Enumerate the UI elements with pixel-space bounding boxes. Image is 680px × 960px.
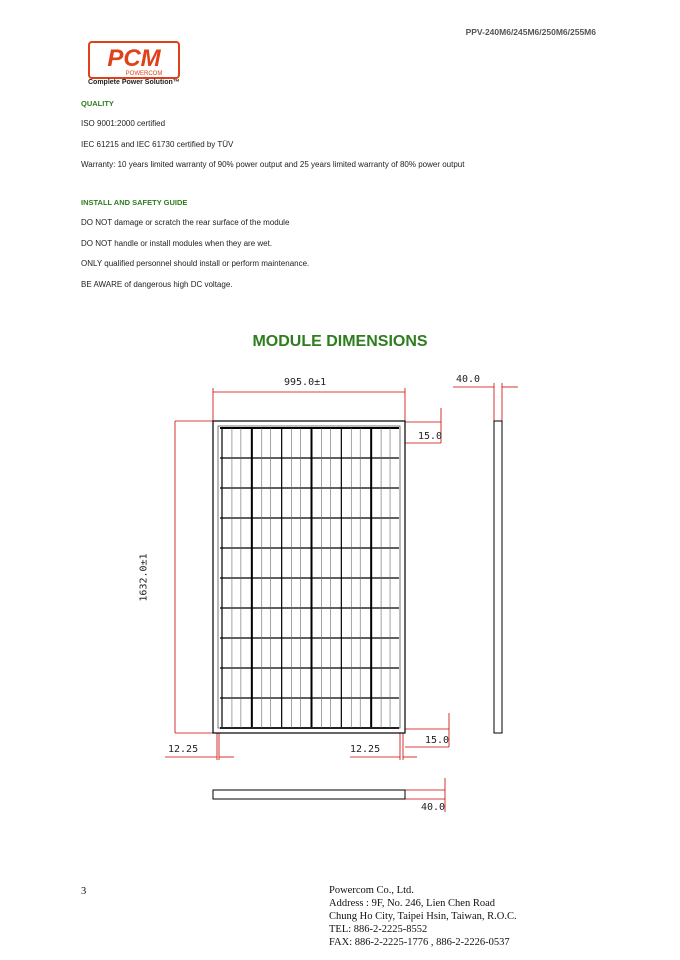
- svg-text:PCM: PCM: [107, 45, 161, 72]
- telephone: TEL: 886-2-2225-8552: [329, 924, 428, 935]
- quality-line: Warranty: 10 years limited warranty of 90% power output and 25 years limited warranty of 80% power output: [81, 160, 465, 169]
- frame-top-dimension: 15.0: [418, 431, 443, 442]
- safety-line: ONLY qualified personnel should install or perform maintenance.: [81, 259, 310, 268]
- company-name: Powercom Co., Ltd.: [329, 885, 414, 896]
- quality-line: ISO 9001:2000 certified: [81, 119, 166, 128]
- safety-line: BE AWARE of dangerous high DC voltage.: [81, 280, 233, 289]
- depth-side-dimension: 40.0: [456, 374, 481, 385]
- frame-bottom-dimension: 15.0: [425, 735, 450, 746]
- company-info: [329, 884, 517, 949]
- logo-tagline: Complete Power Solution™: [88, 79, 180, 86]
- safety-line: DO NOT damage or scratch the rear surface of the module: [81, 218, 290, 227]
- quality-heading: QUALITY: [81, 99, 114, 108]
- address-line: Chung Ho City, Taipei Hsin, Taiwan, R.O.C.: [329, 911, 517, 922]
- width-dimension: 995.0±1: [284, 377, 327, 388]
- diagram-title: MODULE DIMENSIONS: [252, 333, 428, 350]
- quality-line: IEC 61215 and IEC 61730 certified by TÜV: [81, 140, 234, 149]
- margin-left-dimension: 12.25: [168, 744, 199, 755]
- svg-text:POWERCOM: POWERCOM: [125, 71, 163, 77]
- depth-bottom-dimension: 40.0: [421, 802, 446, 813]
- page-number: 3: [81, 886, 87, 897]
- address-line: Address : 9F, No. 246, Lien Chen Road: [329, 898, 495, 909]
- safety-line: DO NOT handle or install modules when they are wet.: [81, 239, 273, 248]
- fax: FAX: 886-2-2225-1776 , 886-2-2226-0537: [329, 937, 510, 948]
- safety-heading: INSTALL AND SAFETY GUIDE: [81, 198, 188, 207]
- model-number: PPV-240M6/245M6/250M6/255M6: [465, 27, 596, 37]
- margin-right-dimension: 12.25: [350, 744, 381, 755]
- height-dimension: 1632.0±1: [138, 553, 150, 602]
